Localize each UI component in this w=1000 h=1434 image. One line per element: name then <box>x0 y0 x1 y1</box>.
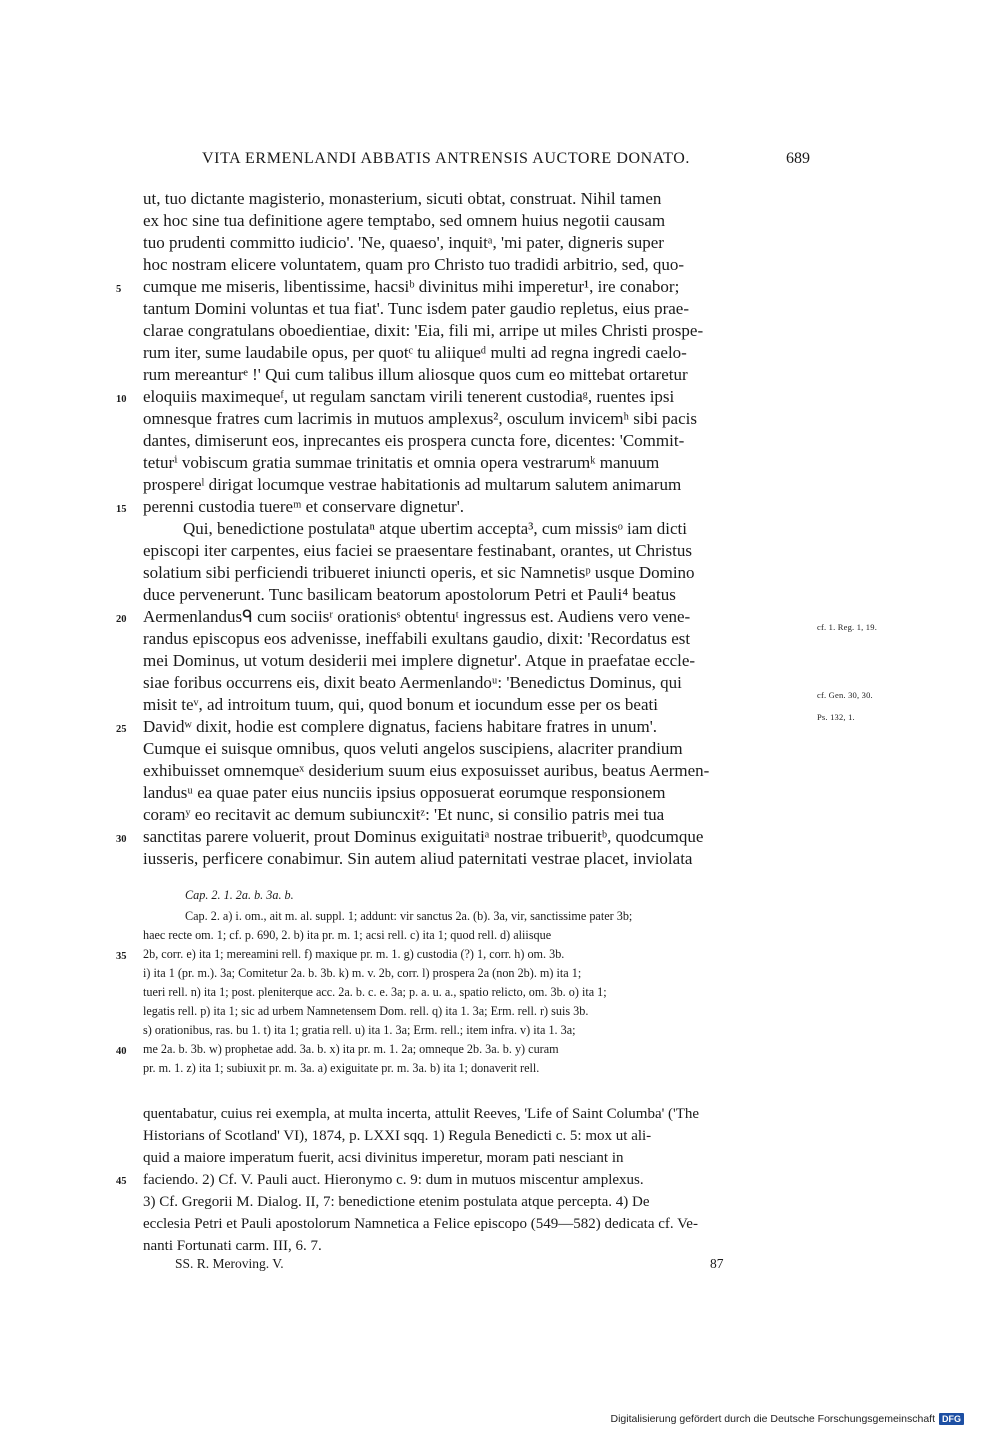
footnote-line: faciendo. 2) Cf. V. Pauli auct. Hieronymo c. 9: dum in mutuos miscentur amplexus. <box>143 1172 644 1188</box>
line-number: 25 <box>116 724 127 735</box>
text-line: Cumque ei suisque omnibus, quos veluti angelos suscipiens, alacriter prandium <box>143 739 683 758</box>
digitization-text: Digitalisierung gefördert durch die Deutsche Forschungsgemeinschaft <box>610 1413 935 1425</box>
text-line: duce pervenerunt. Tunc basilicam beatorum apostolorum Petri et Pauli⁴ beatus <box>143 585 676 604</box>
text-line: tuo prudenti committo iudicio'. 'Ne, quaeso', inquitᵃ, 'mi pater, digneris super <box>143 233 664 252</box>
text-line: solatium sibi perficiendi tribueret iniuncti operis, et sic Namnetisᵖ usque Domino <box>143 563 695 582</box>
apparatus-line: legatis rell. p) ita 1; sic ad urbem Namnetensem Dom. rell. q) ita 1. 3a; Erm. rell. r) suis 3b. <box>143 1004 589 1018</box>
text-line: dantes, dimiserunt eos, inprecantes eis prospera cuncta fore, dicentes: 'Commit- <box>143 431 685 450</box>
running-header <box>180 150 810 172</box>
footnote-line: quid a maiore imperatum fuerit, acsi divinitus imperetur, moram pati nesciant in <box>143 1150 624 1166</box>
line-number: 5 <box>116 284 122 295</box>
line-number: 35 <box>116 951 127 962</box>
text-line: tantum Domini voluntas et tua fiat'. Tunc isdem pater gaudio repletus, eius prae- <box>143 299 690 318</box>
text-line: cumque me miseris, libentissime, hacsiᵇ divinitus mihi imperetur¹, ire conabor; <box>143 277 680 296</box>
text-line: misit teᵛ, ad introitum tuum, qui, quod bonum et iocundum esse per os beati <box>143 695 658 714</box>
apparatus-line: pr. m. 1. z) ita 1; subiuxit pr. m. 3a. a) exiguitate pr. m. 3a. b) ita 1; donaverit rell. <box>143 1061 540 1075</box>
text-line: rum iter, sume laudabile opus, per quotᶜ tu aliiqueᵈ multi ad regna ingredi caelo- <box>143 343 687 362</box>
text-line: Davidʷ dixit, hodie est complere dignatus, faciens habitare fratres in unum'. <box>143 717 658 736</box>
line-number: 10 <box>116 394 127 405</box>
line-number: 30 <box>116 834 127 845</box>
apparatus-line: i) ita 1 (pr. m.). 3a; Comitetur 2a. b. 3b. k) m. v. 2b, corr. l) prospera 2a (non 2b). m) ita 1; <box>143 966 582 980</box>
line-number: 40 <box>116 1046 127 1057</box>
text-line: iusseris, perficere conabimur. Sin autem aliud paternitati vestrae placet, inviolata <box>143 849 693 868</box>
text-line: clarae congratulans oboedientiae, dixit: 'Eia, fili mi, arripe ut miles Christi prospe- <box>143 321 704 340</box>
text-line: episcopi iter carpentes, eius faciei se praesentare festinabant, orantes, ut Christus <box>143 541 692 560</box>
signature-mark: 87 <box>710 1256 724 1271</box>
apparatus-line: me 2a. b. 3b. w) prophetae add. 3a. b. x) ita pr. m. 1. 2a; omneque 2b. 3a. b. y) curam <box>143 1042 559 1056</box>
text-line: perenni custodia tuereᵐ et conservare dignetur'. <box>143 497 465 516</box>
line-number: 20 <box>116 614 127 625</box>
text-line: omnesque fratres cum lacrimis in mutuos amplexus², osculum invicemʰ sibi pacis <box>143 409 697 428</box>
text-line: eloquiis maximequeᶠ, ut regulam sanctam virili tenerent custodiaᵍ, ruentes ipsi <box>143 387 675 406</box>
apparatus-line: 2b, corr. e) ita 1; mereamini rell. f) maxique pr. m. 1. g) custodia (?) 1, corr. h) om. 3b. <box>143 947 565 961</box>
text-line: Qui, benedictione postulataⁿ atque ubertim accepta³, cum missisᵒ iam dicti <box>183 519 687 538</box>
margin-reference: cf. Gen. 30, 30. <box>817 690 873 700</box>
margin-reference: cf. 1. Reg. 1, 19. <box>817 622 878 632</box>
line-number: 15 <box>116 504 127 515</box>
text-line: randus episcopus eos advenisse, ineffabili exultans gaudio, dixit: 'Recordatus est <box>143 629 691 648</box>
text-line: ut, tuo dictante magisterio, monasterium, sicuti obtat, construat. Nihil tamen <box>143 189 662 208</box>
text-line: prospereˡ dirigat locumque vestrae habitationis ad multarum salutem animarum <box>143 475 682 494</box>
running-title: VITA ERMENLANDI ABBATIS ANTRENSIS AUCTORE DONATO. <box>202 150 691 167</box>
apparatus-line: haec recte om. 1; cf. p. 690, 2. b) ita pr. m. 1; acsi rell. c) ita 1; quod rell. d) aliisque <box>143 928 552 942</box>
text-line: sanctitas parere voluerit, prout Dominus exiguitatiᵃ nostrae tribueritᵇ, quodcumque <box>143 827 704 846</box>
footnote-line: 3) Cf. Gregorii M. Dialog. II, 7: benedictione etenim postulata atque percepta. 4) De <box>143 1194 650 1210</box>
text-line: mei Dominus, ut votum desiderii mei implere dignetur'. Atque in praefatae eccle- <box>143 651 696 670</box>
text-line: siae foribus occurrens eis, dixit beato Aermenlandoᵘ: 'Benedictus Dominus, qui <box>143 673 682 692</box>
series-footer: SS. R. Meroving. V. <box>175 1256 284 1271</box>
apparatus-line: tueri rell. n) ita 1; post. pleniterque acc. 2a. b. c. e. 3a; p. a. u. a., spatio relicto, om. 3b. o) ita 1; <box>143 985 607 999</box>
text-line: coramʸ eo recitavit ac demum subiuncxitᶻ: 'Et nunc, si consilio patris mei tua <box>143 805 665 824</box>
page-number: 689 <box>786 150 810 167</box>
text-line: exhibuisset omnemqueˣ desiderium suum eius exposuisset auribus, beatus Aermen- <box>143 761 710 780</box>
margin-reference: Ps. 132, 1. <box>817 712 855 722</box>
dfg-logo-icon: DFG <box>939 1413 964 1425</box>
footnote-line: Historians of Scotland' VI), 1874, p. LXXI sqq. 1) Regula Benedicti c. 5: mox ut ali- <box>143 1128 652 1144</box>
digitization-credit <box>610 1412 964 1426</box>
apparatus-line: Cap. 2. a) i. om., ait m. al. suppl. 1; addunt: vir sanctus 2a. (b). 3a, vir, sanctissime pater 3b; <box>185 909 633 923</box>
text-line: hoc nostram elicere voluntatem, quam pro Christo tuo tradidi arbitrio, sed, quo- <box>143 255 685 274</box>
line-number: 45 <box>116 1176 127 1187</box>
text-line: ex hoc sine tua definitione agere temptabo, sed omnem huius negotii causam <box>143 211 666 230</box>
apparatus-line: Cap. 2. 1. 2a. b. 3a. b. <box>185 888 294 902</box>
text-line: landusᵘ ea quae pater eius nunciis ipsius opposuerat eorumque responsionem <box>143 783 666 802</box>
apparatus-line: s) orationibus, ras. bu 1. t) ita 1; gratia rell. u) ita 1. 3a; Erm. rell.; item infra. v) ita 1. 3a; <box>143 1023 576 1037</box>
footnote-line: ecclesia Petri et Pauli apostolorum Namnetica a Felice episcopo (549—582) dedicata cf. Ve- <box>143 1216 698 1232</box>
text-line: teturⁱ vobiscum gratia summae trinitatis et omnia opera vestrarumᵏ manuum <box>143 453 660 472</box>
text-line: Aermenlandusᑫ cum sociisʳ orationisˢ obtentuᵗ ingressus est. Audiens vero vene- <box>143 607 691 626</box>
text-line: rum mereanturᵉ !' Qui cum talibus illum aliosque quos cum eo mittebat ortaretur <box>143 365 688 384</box>
footnote-line: quentabatur, cuius rei exempla, at multa incerta, attulit Reeves, 'Life of Saint Columba' ('The <box>143 1106 700 1122</box>
footnote-line: nanti Fortunati carm. III, 6. 7. <box>143 1238 322 1254</box>
